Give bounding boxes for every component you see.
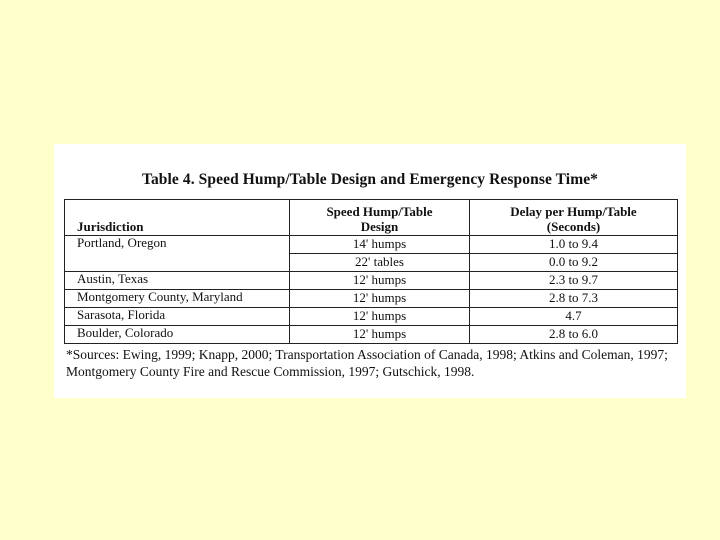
cell-delay: 1.0 to 9.4 <box>470 236 678 254</box>
table-row <box>65 272 678 290</box>
table-title: Table 4. Speed Hump/Table Design and Emergency Response Time* <box>141 171 599 188</box>
cell-jurisdiction: Boulder, Colorado <box>65 326 290 344</box>
column-header-design: Speed Hump/Table Design <box>290 200 470 236</box>
column-header-delay: Delay per Hump/Table (Seconds) <box>470 200 678 236</box>
table-row <box>65 308 678 326</box>
cell-design: 12' humps <box>290 308 470 326</box>
cell-jurisdiction: Sarasota, Florida <box>65 308 290 326</box>
table-row <box>65 290 678 308</box>
cell-design: 12' humps <box>290 272 470 290</box>
table-header-row <box>65 200 678 236</box>
speed-hump-table <box>64 199 678 344</box>
table-row <box>65 326 678 344</box>
table-row <box>65 236 678 254</box>
cell-delay: 2.8 to 7.3 <box>470 290 678 308</box>
cell-delay: 0.0 to 9.2 <box>470 254 678 272</box>
cell-design: 14' humps <box>290 236 470 254</box>
table-figure <box>54 144 686 398</box>
cell-design: 12' humps <box>290 290 470 308</box>
column-header-jurisdiction: Jurisdiction <box>65 200 290 236</box>
cell-jurisdiction: Portland, Oregon <box>65 236 290 272</box>
cell-delay: 4.7 <box>470 308 678 326</box>
cell-jurisdiction: Montgomery County, Maryland <box>65 290 290 308</box>
sources-footnote: *Sources: Ewing, 1999; Knapp, 2000; Transportation Association of Canada, 1998; Atkins and Coleman, 1997; Montgomery County Fire and Rescue Commission, 1997; Gutschick, 1998. <box>66 347 668 379</box>
cell-design: 22' tables <box>290 254 470 272</box>
cell-jurisdiction: Austin, Texas <box>65 272 290 290</box>
cell-design: 12' humps <box>290 326 470 344</box>
cell-delay: 2.8 to 6.0 <box>470 326 678 344</box>
cell-delay: 2.3 to 9.7 <box>470 272 678 290</box>
